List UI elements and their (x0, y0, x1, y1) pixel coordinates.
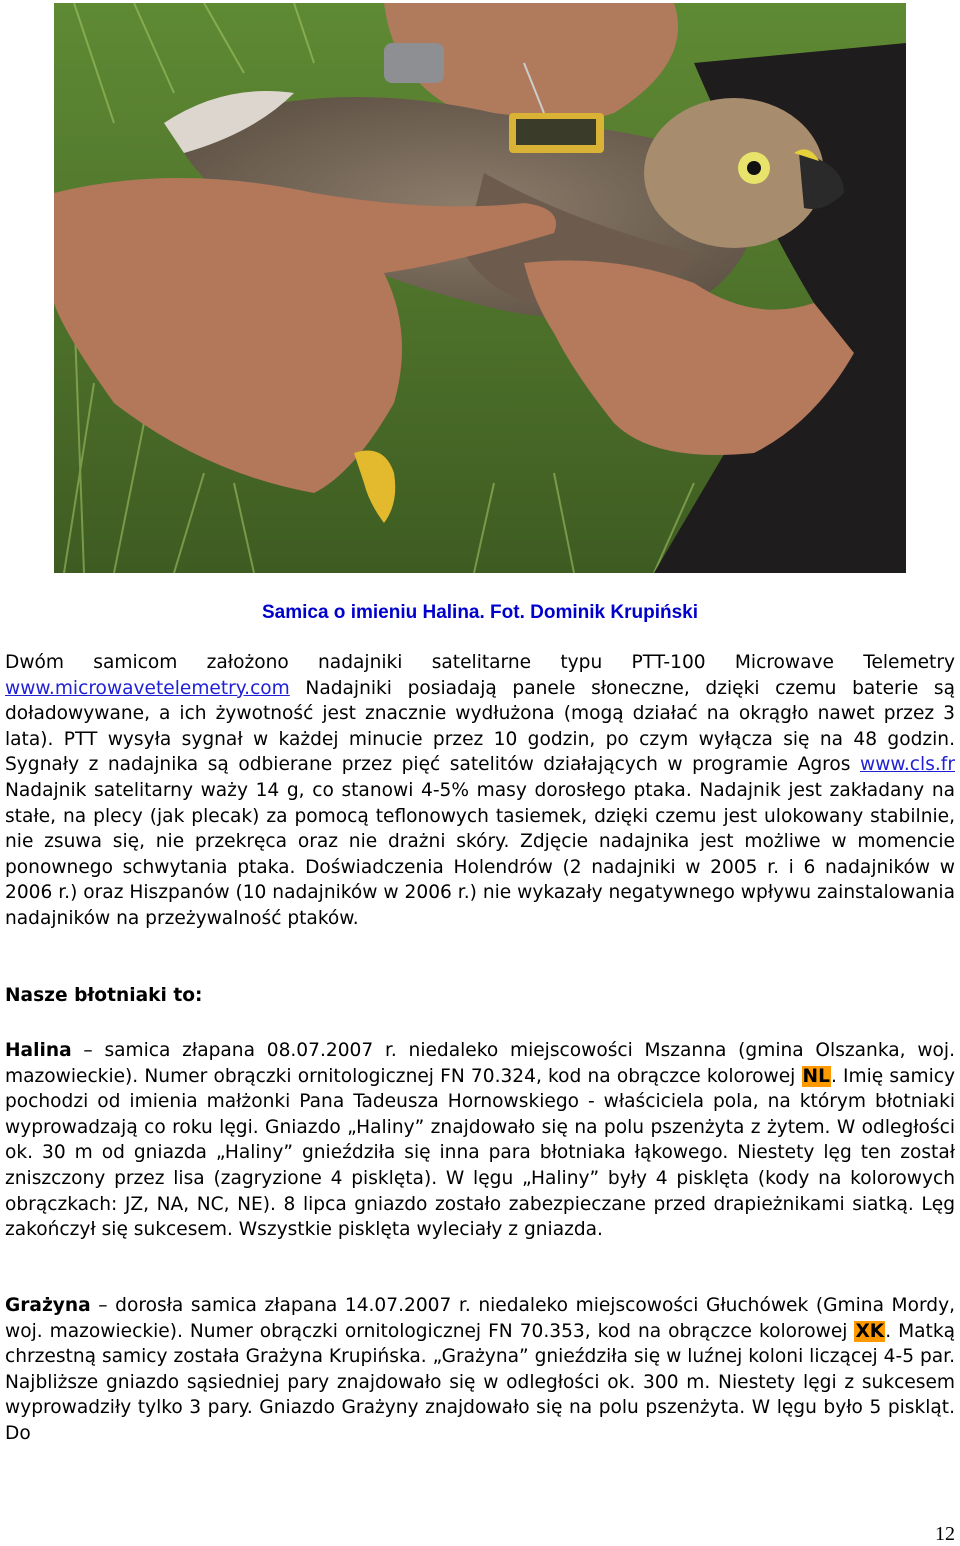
paragraph-text: . Imię samicy pochodzi od imienia małżonki Pana Tadeusza Hornowskiego - właściciela pola, na którym błotniaki wyprowadzają co roku lęgi. Gniazdo „Haliny” znajdowało się na polu pszenżyta z żytem. W odległości ok. 30 m od gniazda „Haliny” gnieździła się inna para błotniaka łąkowego. Niestety lęg ten został zniszczony przez lisa (zagryzione 4 pisklęta). W lęgu „Haliny” były 4 pisklęta (kody na kolorowych obrączkach: JZ, NA, NC, NE). 8 lipca gniazdo zostało zabezpieczane przed drapieżnikami siatką. Lęg zakończył się sukcesem. Wszystkie pisklęta wyleciały z gniazda. (5, 1065, 955, 1241)
ring-code-badge: XK (855, 1320, 885, 1342)
photo-caption: Samica o imieniu Halina. Fot. Dominik Krupiński (261, 602, 699, 623)
grazyna-paragraph (5, 1293, 955, 1447)
transmitter-paragraph (5, 650, 955, 932)
bird-name-grazyna: Grażyna (5, 1295, 91, 1316)
paragraph-text: Dwóm samicom założono nadajniki satelitarne typu PTT-100 Microwave Telemetry (5, 652, 955, 673)
cls-link[interactable]: www.cls.fr (859, 754, 955, 776)
paragraph-text: . Matką chrzestną samicy została Grażyna Krupińska. „Grażyna” gnieździła się w luźnej koloni liczącej 4-5 par. Najbliższe gniazdo sąsiedniej pary znajdowało się w odległości ok. 300 m. Niestety lęgi z sukcesem wyprowadziły tylko 3 pary. Gniazdo Grażyny znajdowało się na polu pszenżyta. W lęgu było 5 piskląt. Do (5, 1320, 955, 1444)
bird-name-halina: Halina (5, 1040, 72, 1061)
paragraph-text: – dorosła samica złapana 14.07.2007 r. niedaleko miejscowości Głuchówek (Gmina Mordy, woj. mazowieckie). Numer obrączki ornitologicznej FN 70.353, kod na obrączce kolorowej (5, 1295, 955, 1342)
halina-paragraph (5, 1038, 955, 1243)
photo-illustration (54, 3, 906, 573)
ring-code-badge: NL (802, 1065, 830, 1087)
paragraph-text: Nadajniki posiadają panele słoneczne, dzięki czemu baterie są doładowywane, a ich żywotność jest znacznie wydłużona (mogą działać na okrągło nawet przez 3 lata). PTT wysyła sygnał w każdej minucie przez 10 godzin, po czym wyłącza się na 48 godzin. Sygnały z nadajnika są odbierane przez pięć satelitów działających w programie Agros (5, 677, 955, 776)
harrier-bird-photo (54, 3, 906, 573)
paragraph-text: – samica złapana 08.07.2007 r. niedaleko miejscowości Mszanna (gmina Olszanka, woj. mazowieckie). Numer obrączki ornitologicznej FN 70.324, kod na obrączce kolorowej (5, 1040, 955, 1087)
page-number: 12 (935, 1523, 955, 1545)
microwave-telemetry-link[interactable]: www.microwavetelemetry.com (5, 677, 290, 699)
section-heading: Nasze błotniaki to: (5, 985, 203, 1006)
paragraph-text: Nadajnik satelitarny waży 14 g, co stanowi 4-5% masy dorosłego ptaka. Nadajnik jest zakładany na stałe, na plecy (jak plecak) za pomocą teflonowych tasiemek, dzięki czemu jest ulokowany stabilnie, nie zsuwa się, nie przekręca oraz nie drażni skóry. Zdjęcie nadajnika jest możliwe w momencie ponownego schwytania ptaka. Doświadczenia Holendrów (2 nadajniki w 2005 r. i 6 nadajników w 2006 r.) oraz Hiszpanów (10 nadajników w 2006 r.) nie wykazały negatywnego wpływu zainstalowania nadajników na przeżywalność ptaków. (5, 779, 955, 929)
